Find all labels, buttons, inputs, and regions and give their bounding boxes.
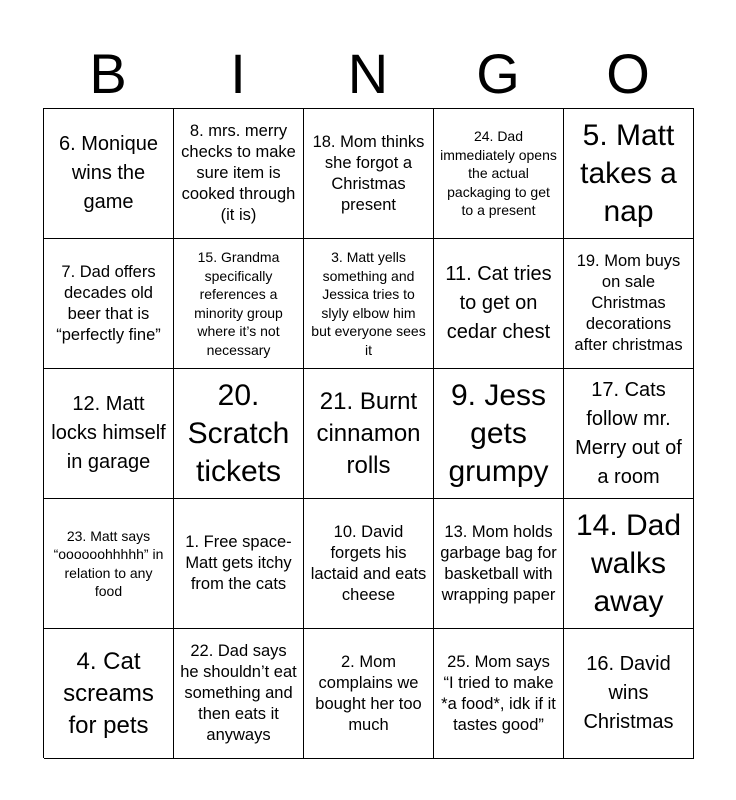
- bingo-cell-text: 13. Mom holds garbage bag for basketball with wrapping paper: [440, 522, 557, 604]
- bingo-cell-text: 1. Free space- Matt gets itchy from the cats: [185, 533, 292, 593]
- bingo-header: [43, 42, 693, 106]
- bingo-cell-text: 10. David forgets his lactaid and eats cheese: [310, 522, 427, 604]
- bingo-cell[interactable]: [304, 629, 434, 759]
- header-letter-i: I: [230, 42, 246, 105]
- bingo-cell[interactable]: [304, 109, 434, 239]
- bingo-cell-text: 3. Matt yells something and Jessica tries to slyly elbow him but everyone sees it: [311, 249, 426, 358]
- bingo-cell-text: 6. Monique wins the game: [59, 133, 158, 213]
- bingo-cell[interactable]: [44, 239, 174, 369]
- bingo-cell-text: 12. Matt locks himself in garage: [51, 393, 166, 473]
- header-letter-n: N: [347, 42, 389, 105]
- bingo-cell[interactable]: [434, 369, 564, 499]
- bingo-cell-text: 16. David wins Christmas: [583, 653, 674, 733]
- bingo-cell-text: 21. Burnt cinnamon rolls: [316, 387, 421, 479]
- bingo-cell[interactable]: [44, 629, 174, 759]
- bingo-cell[interactable]: [174, 109, 304, 239]
- bingo-cell[interactable]: [564, 109, 694, 239]
- bingo-cell[interactable]: [564, 629, 694, 759]
- bingo-cell-text: 18. Mom thinks she forgot a Christmas present: [312, 132, 425, 214]
- bingo-cell-text: 15. Grandma specifically references a minority group where it’s not necessary: [194, 249, 283, 358]
- bingo-cell[interactable]: [44, 109, 174, 239]
- bingo-cell-text: 24. Dad immediately opens the actual packaging to get to a present: [440, 128, 557, 219]
- bingo-cell[interactable]: [174, 499, 304, 629]
- bingo-cell[interactable]: [44, 369, 174, 499]
- bingo-cell[interactable]: [434, 109, 564, 239]
- bingo-cell-text: 11. Cat tries to get on cedar chest: [445, 263, 552, 343]
- bingo-cell-text: 25. Mom says “I tried to make *a food*, idk if it tastes good”: [441, 652, 556, 734]
- bingo-cell[interactable]: [434, 239, 564, 369]
- bingo-cell[interactable]: [564, 369, 694, 499]
- bingo-cell-text: 5. Matt takes a nap: [580, 118, 677, 228]
- bingo-cell-text: 22. Dad says he shouldn’t eat something and then eats it anyways: [180, 642, 297, 744]
- bingo-cell[interactable]: [564, 239, 694, 369]
- bingo-cell-text: 20. Scratch tickets: [187, 378, 290, 488]
- bingo-cell-text: 4. Cat screams for pets: [63, 647, 154, 739]
- bingo-cell-text: 9. Jess gets grumpy: [448, 378, 549, 488]
- bingo-cell[interactable]: [174, 629, 304, 759]
- bingo-cell-text: 14. Dad walks away: [575, 508, 682, 618]
- header-letter-g: G: [476, 42, 520, 105]
- header-letter-b: B: [89, 42, 127, 105]
- header-letter-o: O: [606, 42, 650, 105]
- bingo-cell[interactable]: [304, 499, 434, 629]
- bingo-cell-text: 2. Mom complains we bought her too much: [315, 652, 422, 734]
- bingo-cell[interactable]: [434, 499, 564, 629]
- bingo-grid: [43, 108, 694, 758]
- bingo-cell[interactable]: [174, 239, 304, 369]
- bingo-cell-text: 17. Cats follow mr. Merry out of a room: [575, 378, 682, 488]
- bingo-cell-text: 23. Matt says “oooooohhhhh” in relation to any food: [53, 527, 164, 599]
- bingo-cell-text: 8. mrs. merry checks to make sure item is cooked through (it is): [181, 122, 296, 224]
- bingo-cell[interactable]: [434, 629, 564, 759]
- bingo-cell[interactable]: [304, 239, 434, 369]
- bingo-cell[interactable]: [174, 369, 304, 499]
- bingo-cell[interactable]: [564, 499, 694, 629]
- bingo-cell[interactable]: [304, 369, 434, 499]
- bingo-cell-text: 19. Mom buys on sale Christmas decorations after christmas: [574, 252, 683, 354]
- bingo-cell[interactable]: [44, 499, 174, 629]
- bingo-cell-text: 7. Dad offers decades old beer that is “perfectly fine”: [56, 262, 161, 344]
